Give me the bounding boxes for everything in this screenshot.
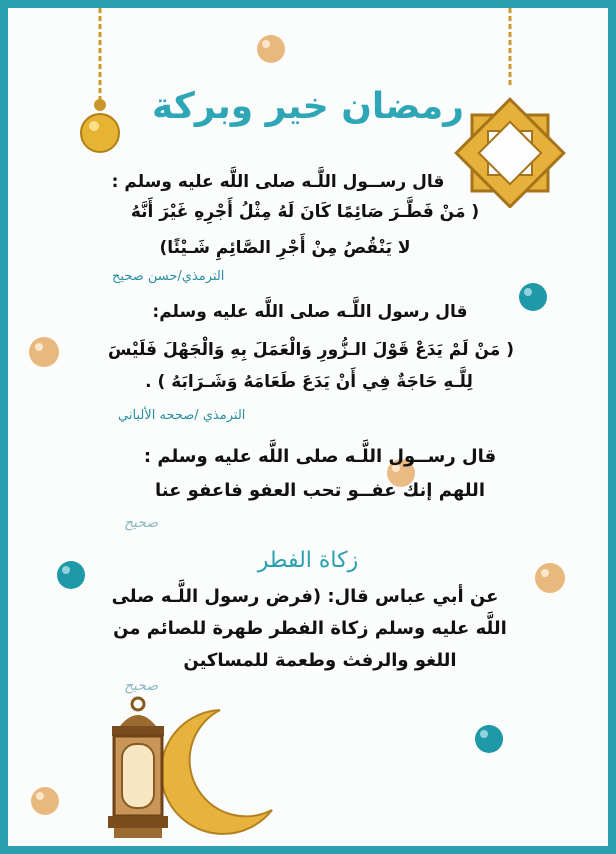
zakat-source: صحيح: [124, 678, 159, 694]
hadith3-intro: قال رســول اللَّـه صلى اللَّه عليه وسلم :: [143, 446, 497, 467]
hadith1-line2: لا يَنْقُصُ مِنْ أَجْرِ الصَّائِمِ شَـيْئًا): [159, 238, 411, 258]
hadith1-source: الترمذي/حسن صحيح: [112, 269, 225, 284]
lantern-icon: [98, 696, 178, 846]
hadith3-line1: اللهم إنك عفــو تحب العفو فاعفو عنا: [154, 480, 485, 501]
hadith2-line2: لِلَّـهِ حَاجَةٌ فِي أَنْ يَدَعَ طَعَامَهُ وَشَـرَابَهُ ) .: [145, 372, 473, 392]
zakat-line3: اللغو والرفث وطعمة للمساكين: [183, 650, 457, 671]
zakat-line2: اللَّه عليه وسلم زكاة الفطر طهرة للصائم من: [113, 618, 507, 639]
hadith1-intro: قال رســول اللَّـه صلى اللَّه عليه وسلم :: [111, 172, 445, 192]
hadith1-line1: ( مَنْ فَطَّـرَ صَائِمًا كَانَ لَهُ مِثْلُ أَجْرِهِ غَيْرَ أَنَّهُ: [130, 202, 480, 222]
hadith2-line1: ( مَنْ لَمْ يَدَعْ قَوْلَ الـزُّورِ وَالْعَمَلَ بِهِ وَالْجَهْلَ فَلَيْسَ: [108, 340, 514, 360]
hadith3-source: صحيح: [124, 515, 159, 531]
teal-ball-icon: [474, 724, 504, 754]
gold-ball-icon: [30, 786, 60, 816]
hadith2-source: الترمذي /صححه الألباني: [118, 408, 246, 423]
gold-ball-icon: [256, 34, 286, 64]
hanging-lantern-icon: [78, 8, 128, 158]
page-title: رمضان خير وبركة: [152, 86, 464, 127]
zakat-line1: عن أبي عباس قال: (فرض رسول اللَّـه صلى: [111, 586, 499, 607]
zakat-title: زكاة الفطر: [257, 548, 359, 573]
hadith2-intro: قال رسول اللَّـه صلى اللَّه عليه وسلم:: [152, 302, 468, 322]
